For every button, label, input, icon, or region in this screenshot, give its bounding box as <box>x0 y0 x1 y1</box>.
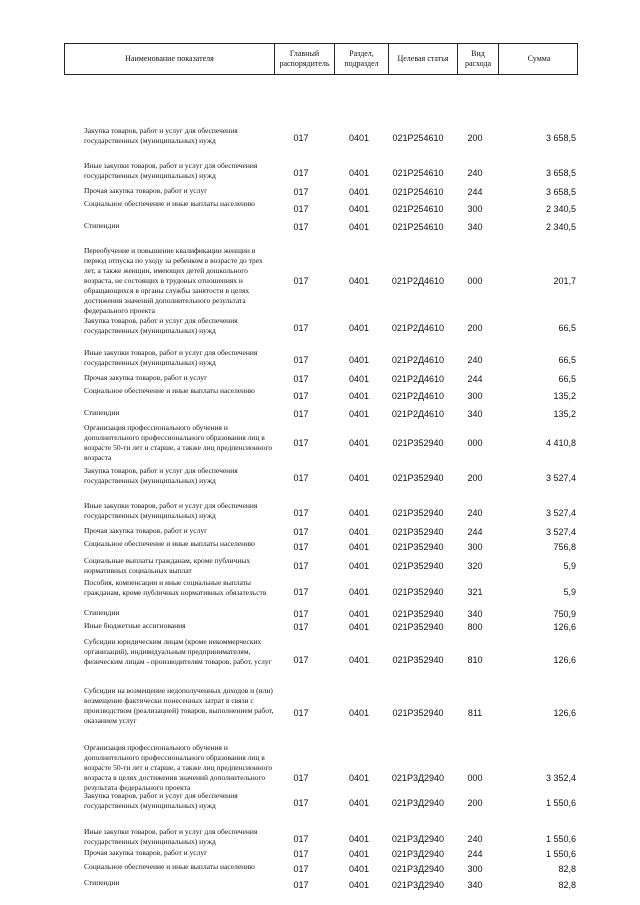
row-name: Организация профессионального обучения и дополнительного профессионального образования лиц в возрасте 50-ти лет и старше, а также лиц предпенсионного возраста в целях достижения значений дополнительного результата федерального проекта <box>84 743 273 792</box>
header-exp-type: Вид расхода <box>457 44 498 74</box>
table-row <box>64 423 578 463</box>
table-row <box>64 199 578 219</box>
row-article: 021Р254610 <box>392 222 444 232</box>
row-name: Прочая закупка товаров, работ и услуг <box>84 186 208 195</box>
row-exp-type: 321 <box>467 587 483 597</box>
row-exp-type: 810 <box>467 655 483 665</box>
row-exp-type: 200 <box>467 798 483 808</box>
row-exp-type: 340 <box>467 222 483 232</box>
row-chief: 017 <box>293 409 309 419</box>
row-chief: 017 <box>293 473 309 483</box>
row-sum: 66,5 <box>558 355 576 365</box>
row-name: Социальное обеспечение и иные выплаты населению <box>84 539 255 548</box>
row-name: Стипендии <box>84 408 120 417</box>
row-sum: 1 550,6 <box>545 798 576 808</box>
row-section: 0401 <box>348 409 370 419</box>
row-name: Организация профессионального обучения и дополнительного профессионального образования лиц в возрасте 50-ти лет и старше, а также лиц предпенсионного возраста <box>84 423 273 462</box>
table-row <box>64 862 578 876</box>
row-exp-type: 200 <box>467 133 483 143</box>
table-row <box>64 316 578 340</box>
table-row <box>64 246 578 316</box>
row-article: 021Р3Д2940 <box>391 849 445 859</box>
row-chief: 017 <box>293 391 309 401</box>
table-row <box>64 539 578 555</box>
row-chief: 017 <box>293 849 309 859</box>
row-exp-type: 244 <box>467 374 483 384</box>
table-row <box>64 348 578 372</box>
table-row <box>64 621 578 633</box>
row-exp-type: 340 <box>467 609 483 619</box>
row-chief: 017 <box>293 508 309 518</box>
header-chief: Главный распорядитель <box>274 44 334 74</box>
row-article: 021Р2Д4610 <box>391 323 445 333</box>
row-sum: 126,6 <box>553 708 576 718</box>
row-sum: 126,6 <box>553 655 576 665</box>
row-sum: 3 527,4 <box>545 527 576 537</box>
table-row <box>64 791 578 815</box>
row-section: 0401 <box>348 880 370 890</box>
row-exp-type: 340 <box>467 409 483 419</box>
row-exp-type: 320 <box>467 561 483 571</box>
row-exp-type: 300 <box>467 542 483 552</box>
row-section: 0401 <box>348 276 370 286</box>
row-exp-type: 300 <box>467 204 483 214</box>
row-exp-type: 300 <box>467 391 483 401</box>
row-exp-type: 000 <box>467 438 483 448</box>
table-row <box>64 466 578 490</box>
row-article: 021Р352940 <box>392 609 444 619</box>
row-sum: 3 527,4 <box>545 473 576 483</box>
row-exp-type: 811 <box>467 708 483 718</box>
row-chief: 017 <box>293 708 309 718</box>
row-section: 0401 <box>348 527 370 537</box>
row-exp-type: 300 <box>467 864 483 874</box>
row-name: Стипендии <box>84 608 120 617</box>
row-exp-type: 800 <box>467 622 483 632</box>
row-section: 0401 <box>348 834 370 844</box>
row-sum: 82,8 <box>558 864 576 874</box>
row-article: 021Р3Д2940 <box>391 864 445 874</box>
row-sum: 2 340,5 <box>545 222 576 232</box>
row-name: Закупка товаров, работ и услуг для обеспечения государственных (муниципальных) нужд <box>84 126 238 145</box>
row-section: 0401 <box>348 391 370 401</box>
row-chief: 017 <box>293 542 309 552</box>
table-row <box>64 161 578 185</box>
row-chief: 017 <box>293 276 309 286</box>
table-row <box>64 556 578 576</box>
row-exp-type: 244 <box>467 849 483 859</box>
row-article: 021Р2Д4610 <box>391 409 445 419</box>
row-name: Стипендии <box>84 878 120 887</box>
row-section: 0401 <box>348 708 370 718</box>
row-article: 021Р352940 <box>392 622 444 632</box>
row-article: 021Р352940 <box>392 473 444 483</box>
row-section: 0401 <box>348 561 370 571</box>
row-chief: 017 <box>293 438 309 448</box>
row-article: 021Р254610 <box>392 168 444 178</box>
table-row <box>64 878 578 892</box>
row-name: Пособия, компенсации и иные социальные выплаты гражданам, кроме публичных нормативных обязательств <box>84 578 267 597</box>
row-exp-type: 200 <box>467 323 483 333</box>
row-section: 0401 <box>348 849 370 859</box>
table-row <box>64 848 578 860</box>
row-name: Социальное обеспечение и иные выплаты населению <box>84 386 255 395</box>
row-sum: 66,5 <box>558 374 576 384</box>
row-sum: 135,2 <box>553 409 576 419</box>
row-section: 0401 <box>348 542 370 552</box>
row-name: Прочая закупка товаров, работ и услуг <box>84 848 208 857</box>
row-article: 021Р3Д2940 <box>391 880 445 890</box>
row-article: 021Р2Д4610 <box>391 391 445 401</box>
row-sum: 135,2 <box>553 391 576 401</box>
row-sum: 126,6 <box>553 622 576 632</box>
row-chief: 017 <box>293 609 309 619</box>
row-chief: 017 <box>293 655 309 665</box>
row-section: 0401 <box>348 508 370 518</box>
row-exp-type: 240 <box>467 168 483 178</box>
row-section: 0401 <box>348 587 370 597</box>
row-chief: 017 <box>293 880 309 890</box>
row-sum: 3 527,4 <box>545 508 576 518</box>
row-section: 0401 <box>348 204 370 214</box>
table-row <box>64 578 578 606</box>
row-chief: 017 <box>293 864 309 874</box>
row-article: 021Р352940 <box>392 708 444 718</box>
row-article: 021Р254610 <box>392 133 444 143</box>
row-exp-type: 240 <box>467 834 483 844</box>
row-exp-type: 240 <box>467 355 483 365</box>
row-article: 021Р254610 <box>392 204 444 214</box>
table-row <box>64 408 578 420</box>
row-chief: 017 <box>293 323 309 333</box>
table-row <box>64 221 578 233</box>
row-exp-type: 240 <box>467 508 483 518</box>
row-exp-type: 244 <box>467 187 483 197</box>
row-section: 0401 <box>348 622 370 632</box>
row-chief: 017 <box>293 773 309 783</box>
row-section: 0401 <box>348 655 370 665</box>
row-article: 021Р352940 <box>392 508 444 518</box>
row-sum: 4 410,8 <box>545 438 576 448</box>
row-sum: 66,5 <box>558 323 576 333</box>
table-row <box>64 126 578 150</box>
row-name: Закупка товаров, работ и услуг для обеспечения государственных (муниципальных) нужд <box>84 791 238 810</box>
row-article: 021Р352940 <box>392 655 444 665</box>
row-chief: 017 <box>293 587 309 597</box>
row-article: 021Р352940 <box>392 587 444 597</box>
header-name: Наименование показателя <box>125 54 214 63</box>
row-exp-type: 000 <box>467 773 483 783</box>
row-name: Иные закупки товаров, работ и услуг для обеспечения государственных (муниципальных) нужд <box>84 161 258 180</box>
row-sum: 3 658,5 <box>545 187 576 197</box>
row-chief: 017 <box>293 222 309 232</box>
table-row <box>64 608 578 620</box>
table-row <box>64 386 578 406</box>
row-exp-type: 340 <box>467 880 483 890</box>
row-name: Закупка товаров, работ и услуг для обеспечения государственных (муниципальных) нужд <box>84 466 238 485</box>
row-section: 0401 <box>348 323 370 333</box>
row-chief: 017 <box>293 561 309 571</box>
row-article: 021Р352940 <box>392 542 444 552</box>
row-chief: 017 <box>293 204 309 214</box>
row-name: Социальное обеспечение и иные выплаты населению <box>84 199 255 208</box>
budget-table <box>64 43 578 890</box>
row-sum: 82,8 <box>558 880 576 890</box>
table-row <box>64 686 578 740</box>
row-name: Прочая закупка товаров, работ и услуг <box>84 373 208 382</box>
row-section: 0401 <box>348 438 370 448</box>
header-sum: Сумма <box>498 44 579 74</box>
row-article: 021Р352940 <box>392 527 444 537</box>
row-name: Стипендии <box>84 221 120 230</box>
row-name: Социальные выплаты гражданам, кроме публичных нормативных социальных выплат <box>84 556 251 575</box>
row-name: Иные бюджетные ассигнования <box>84 621 186 630</box>
row-sum: 2 340,5 <box>545 204 576 214</box>
row-chief: 017 <box>293 834 309 844</box>
row-sum: 201,7 <box>553 276 576 286</box>
row-section: 0401 <box>348 374 370 384</box>
row-name: Социальное обеспечение и иные выплаты населению <box>84 862 255 871</box>
row-name: Субсидии на возмещение недополученных доходов и (или) возмещение фактически понесенных затрат в связи с производством (реализацией) товаров, выполнением работ, оказанием услуг <box>84 686 274 725</box>
row-sum: 3 352,4 <box>545 773 576 783</box>
row-chief: 017 <box>293 622 309 632</box>
row-sum: 750,9 <box>553 609 576 619</box>
row-article: 021Р2Д4610 <box>391 374 445 384</box>
table-row <box>64 373 578 385</box>
row-sum: 3 658,5 <box>545 168 576 178</box>
row-article: 021Р3Д2940 <box>391 798 445 808</box>
row-sum: 5,9 <box>563 587 576 597</box>
table-row <box>64 526 578 538</box>
row-chief: 017 <box>293 168 309 178</box>
row-exp-type: 200 <box>467 473 483 483</box>
row-section: 0401 <box>348 473 370 483</box>
row-sum: 5,9 <box>563 561 576 571</box>
row-section: 0401 <box>348 187 370 197</box>
row-name: Закупка товаров, работ и услуг для обеспечения государственных (муниципальных) нужд <box>84 316 238 335</box>
row-article: 021Р3Д2940 <box>391 834 445 844</box>
row-section: 0401 <box>348 168 370 178</box>
row-article: 021Р254610 <box>392 187 444 197</box>
row-name: Субсидии юридическим лицам (кроме некоммерческих организаций), индивидуальным предпринимателям, физическим лицам - производителям товаров, работ, услуг <box>84 637 272 666</box>
row-chief: 017 <box>293 133 309 143</box>
header-article: Целевая статья <box>388 44 457 74</box>
row-section: 0401 <box>348 864 370 874</box>
row-article: 021Р2Д4610 <box>391 355 445 365</box>
row-chief: 017 <box>293 527 309 537</box>
row-exp-type: 000 <box>467 276 483 286</box>
row-sum: 756,8 <box>553 542 576 552</box>
row-section: 0401 <box>348 798 370 808</box>
row-name: Иные закупки товаров, работ и услуг для обеспечения государственных (муниципальных) нужд <box>84 501 258 520</box>
row-section: 0401 <box>348 773 370 783</box>
row-chief: 017 <box>293 798 309 808</box>
row-section: 0401 <box>348 222 370 232</box>
row-exp-type: 244 <box>467 527 483 537</box>
table-header <box>64 43 578 75</box>
table-row <box>64 186 578 198</box>
row-name: Прочая закупка товаров, работ и услуг <box>84 526 208 535</box>
row-section: 0401 <box>348 609 370 619</box>
row-article: 021Р352940 <box>392 561 444 571</box>
table-row <box>64 637 578 683</box>
row-name: Иные закупки товаров, работ и услуг для обеспечения государственных (муниципальных) нужд <box>84 348 258 367</box>
row-sum: 1 550,6 <box>545 834 576 844</box>
row-chief: 017 <box>293 355 309 365</box>
row-chief: 017 <box>293 374 309 384</box>
row-name: Иные закупки товаров, работ и услуг для обеспечения государственных (муниципальных) нужд <box>84 827 258 846</box>
row-article: 021Р2Д4610 <box>391 276 445 286</box>
table-row <box>64 501 578 525</box>
row-section: 0401 <box>348 133 370 143</box>
row-section: 0401 <box>348 355 370 365</box>
row-article: 021Р352940 <box>392 438 444 448</box>
row-sum: 1 550,6 <box>545 849 576 859</box>
row-chief: 017 <box>293 187 309 197</box>
header-section: Раздел, подраздел <box>334 44 388 74</box>
row-name: Переобучение и повышение квалификации женщин в период отпуска по уходу за ребенком в возрасте до трех лет, а также женщин, имеющих детей дошкольного возраста, не состоящих в трудовых отношениях и обращающихся в органы службы занятости в целях достижения значений дополнительного результата федерального проекта <box>84 246 263 315</box>
row-sum: 3 658,5 <box>545 133 576 143</box>
row-article: 021Р3Д2940 <box>391 773 445 783</box>
